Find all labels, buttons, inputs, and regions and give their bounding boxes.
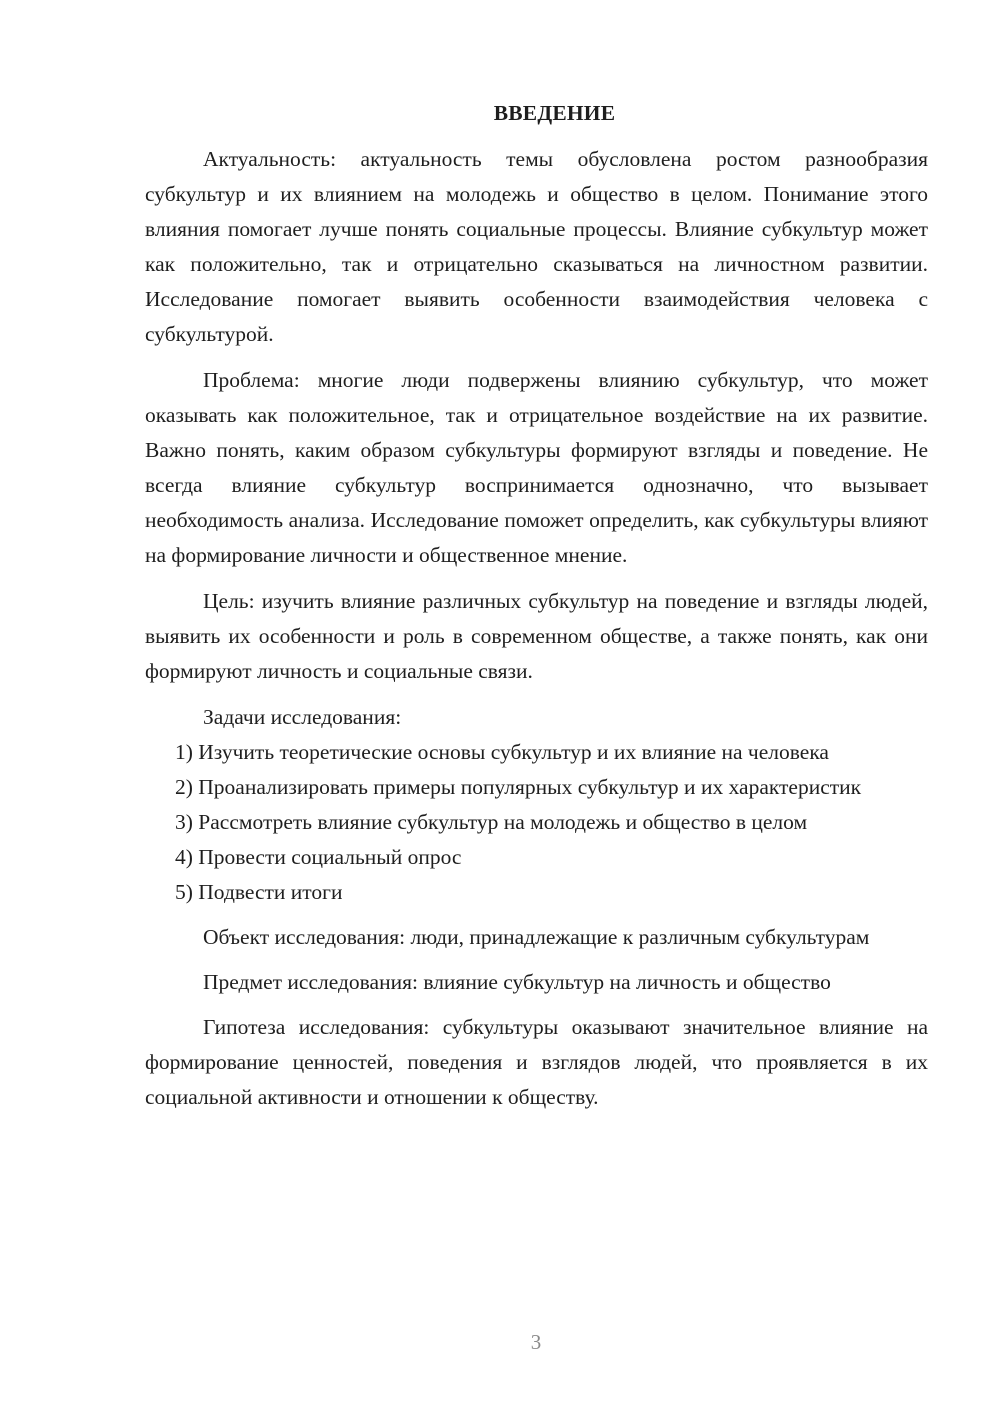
list-item: 1) Изучить теоретические основы субкультур и их влияние на человека <box>175 740 829 764</box>
tasks-title: Задачи исследования: <box>203 705 402 729</box>
document-page <box>145 96 928 1115</box>
paragraph-hypothesis: Гипотеза исследования: субкультуры оказывают значительное влияние на формирование ценностей, поведения и взглядов людей, что проявляется в их социальной активности и отношении к обществу. <box>145 1015 928 1109</box>
paragraph-goal: Цель: изучить влияние различных субкультур на поведение и взгляды людей, выявить их особенности и роль в современном обществе, а также понять, как они формируют личность и социальные связи. <box>145 589 928 683</box>
page-number: 3 <box>530 1330 542 1354</box>
list-item: 5) Подвести итоги <box>175 880 343 904</box>
tasks-list <box>145 735 928 910</box>
list-item: 3) Рассмотреть влияние субкультур на молодежь и общество в целом <box>175 810 808 834</box>
paragraph-relevance: Актуальность: актуальность темы обусловлена ростом разнообразия субкультур и их влиянием на молодежь и общество в целом. Понимание этого влияния помогает лучше понять социальные процессы. Влияние субкультур может как положительно, так и отрицательно сказываться на личностном развитии. Исследование помогает выявить особенности взаимодействия человека с субкультурой. <box>145 147 928 346</box>
paragraph-problem: Проблема: многие люди подвержены влиянию субкультур, что может оказывать как положительное, так и отрицательное воздействие на их развитие. Важно понять, каким образом субкультуры формируют взгляды и поведение. Не всегда влияние субкультур воспринимается однозначно, что вызывает необходимость анализа. Исследование поможет определить, как субкультуры влияют на формирование личности и общественное мнение. <box>145 368 928 567</box>
paragraph-object: Объект исследования: люди, принадлежащие к различным субкультурам <box>203 925 870 949</box>
list-item: 4) Провести социальный опрос <box>175 845 462 869</box>
page-title: ВВЕДЕНИЕ <box>493 101 616 125</box>
paragraph-subject: Предмет исследования: влияние субкультур на личность и общество <box>203 970 831 994</box>
list-item: 2) Проанализировать примеры популярных субкультур и их характеристик <box>175 775 862 799</box>
